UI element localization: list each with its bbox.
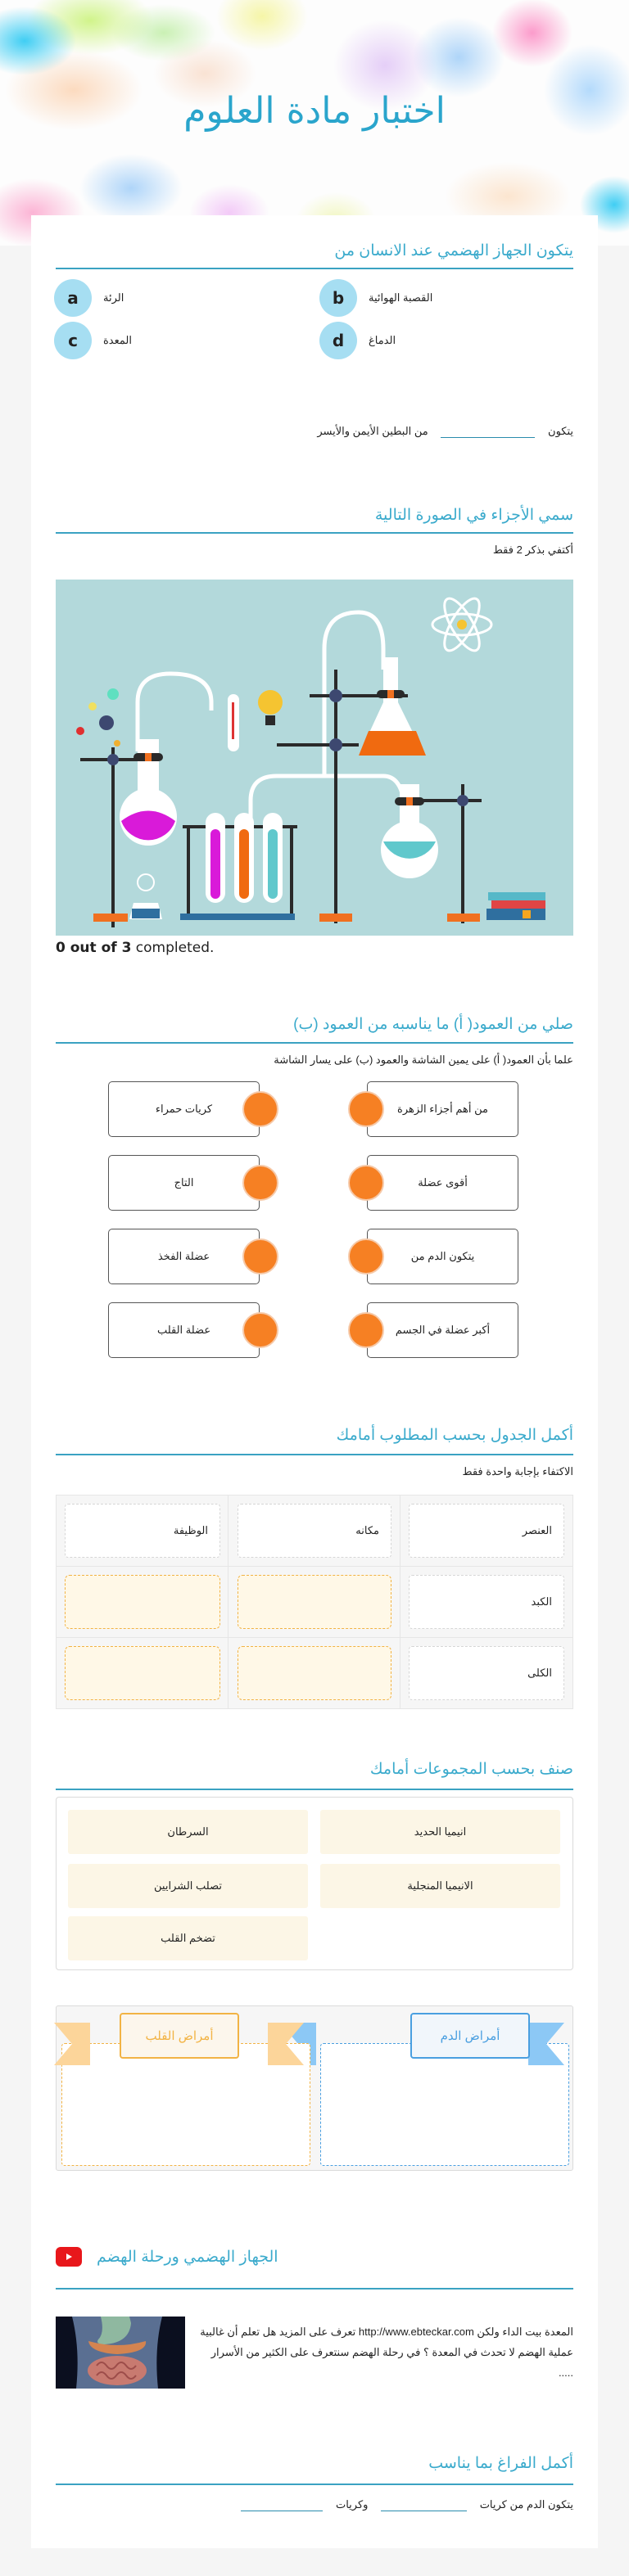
option-c[interactable] xyxy=(54,322,300,359)
drag-item[interactable]: تصلب الشرايين xyxy=(68,1864,308,1908)
option-a[interactable] xyxy=(54,279,300,317)
table-row-divider xyxy=(57,1566,572,1567)
sentence-part-2: وكريات xyxy=(335,2498,369,2511)
question-7-sentence xyxy=(231,2495,573,2511)
match-a-2-connector[interactable] xyxy=(348,1165,384,1201)
completion-suffix: completed. xyxy=(131,940,215,956)
question-3-subtitle: أكتفي بذكر 2 فقط xyxy=(492,544,573,556)
option-letter-d: d xyxy=(319,322,357,359)
page-title: اختبار مادة العلوم xyxy=(183,90,446,132)
match-b-2-connector[interactable] xyxy=(242,1165,278,1201)
match-a-1-connector[interactable] xyxy=(348,1091,384,1127)
question-7-title: أكمل الفراغ بما يناسب xyxy=(428,2455,573,2472)
divider xyxy=(56,1789,573,1790)
sentence-end: من البطين الأيمن والأيسر xyxy=(317,425,428,437)
table-header-location: مكانه xyxy=(238,1504,391,1558)
table-row-divider xyxy=(57,1637,572,1638)
match-b-3[interactable]: عضلة الفخذ xyxy=(108,1229,260,1284)
match-a-3[interactable]: يتكون الدم من xyxy=(367,1229,518,1284)
match-b-1-connector[interactable] xyxy=(242,1091,278,1127)
table-column-divider xyxy=(228,1496,229,1708)
match-a-3-connector[interactable] xyxy=(348,1238,384,1274)
sentence-start: يتكون xyxy=(548,425,573,437)
match-b-1[interactable]: كريات حمراء xyxy=(108,1081,260,1137)
header-banner xyxy=(0,0,629,246)
question-6-title: صنف بحسب المجموعات أمامك xyxy=(369,1761,573,1778)
option-label: المعدة xyxy=(103,334,132,346)
question-1-title: يتكون الجهاز الهضمي عند الانسان من xyxy=(334,242,573,259)
category-groups xyxy=(56,2005,573,2171)
match-a-4-connector[interactable] xyxy=(348,1312,384,1348)
divider xyxy=(56,1454,573,1455)
lab-illustration-icon xyxy=(56,580,573,936)
youtube-icon[interactable] xyxy=(56,2247,82,2267)
drag-item[interactable]: الانيميا المنجلية xyxy=(320,1864,560,1908)
option-letter-b: b xyxy=(319,279,357,317)
video-description: المعدة بيت الداء ولكن http://www.ebteckar.com تعرف على المزيد هل تعلم أن غالبية عملية الهضم لا تحدث في المعدة ؟ في رحلة الهضم سنتعرف على الكثير من الأسرار ..... xyxy=(200,2326,573,2379)
question-4-subtitle: علما بأن العمود( أ) على يمين الشاشة والعمود (ب) على يسار الشاشة xyxy=(274,1053,573,1066)
lab-equipment-image[interactable] xyxy=(56,580,573,936)
group-heart-diseases-label: أمراض القلب xyxy=(120,2013,239,2059)
liver-function-input[interactable] xyxy=(65,1575,220,1629)
match-a-4[interactable]: أكبر عضلة في الجسم xyxy=(367,1302,518,1358)
match-b-4-connector[interactable] xyxy=(242,1312,278,1348)
blank-input-2[interactable] xyxy=(241,2495,323,2511)
digestive-system-thumbnail-icon xyxy=(56,2317,185,2389)
table-header-function: الوظيفة xyxy=(65,1504,220,1558)
completion-count: 0 out of 3 xyxy=(56,940,132,956)
table-header-element: العنصر xyxy=(409,1504,564,1558)
match-a-1[interactable]: من أهم أجزاء الزهرة xyxy=(367,1081,518,1137)
quiz-card xyxy=(31,215,598,2548)
match-b-2[interactable]: التاج xyxy=(108,1155,260,1211)
drag-item[interactable]: تضخم القلب xyxy=(68,1916,308,1960)
divider xyxy=(56,1042,573,1044)
kidneys-location-input[interactable] xyxy=(238,1646,391,1700)
divider xyxy=(56,2288,573,2290)
match-a-2[interactable]: أقوى عضلة xyxy=(367,1155,518,1211)
question-5-title: أكمل الجدول بحسب المطلوب أمامك xyxy=(336,1427,573,1444)
match-b-4[interactable]: عضلة القلب xyxy=(108,1302,260,1358)
completion-status xyxy=(56,940,214,956)
video-thumbnail[interactable] xyxy=(56,2317,185,2389)
option-b[interactable] xyxy=(319,279,565,317)
divider xyxy=(56,532,573,534)
ribbon-right-tail-icon xyxy=(268,2023,304,2065)
video-title[interactable]: الجهاز الهضمي ورحلة الهضم xyxy=(97,2249,278,2266)
option-d[interactable] xyxy=(319,322,565,359)
match-b-3-connector[interactable] xyxy=(242,1238,278,1274)
fill-table xyxy=(56,1495,573,1709)
question-3-title: سمي الأجزاء في الصورة التالية xyxy=(374,507,573,524)
table-row-liver: الكبد xyxy=(409,1575,564,1629)
item-pool xyxy=(56,1797,573,1970)
option-label: الرئة xyxy=(103,291,124,304)
sentence-part-1: يتكون الدم من كريات xyxy=(479,2498,573,2511)
blank-input[interactable] xyxy=(441,422,535,438)
drag-item[interactable]: السرطان xyxy=(68,1810,308,1854)
question-5-subtitle: الاكتفاء بإجابة واحدة فقط xyxy=(462,1465,573,1477)
blank-input-1[interactable] xyxy=(381,2495,467,2511)
divider xyxy=(56,2484,573,2485)
option-label: الدماغ xyxy=(369,334,396,346)
question-4-title: صلي من العمود( أ) ما يناسبه من العمود (ب) xyxy=(293,1016,573,1033)
divider xyxy=(56,268,573,269)
ribbon-right-tail-icon xyxy=(528,2023,564,2065)
kidneys-function-input[interactable] xyxy=(65,1646,220,1700)
option-label: القصبة الهوائية xyxy=(369,291,433,304)
option-letter-c: c xyxy=(54,322,92,359)
drag-item[interactable]: انيميا الحديد xyxy=(320,1810,560,1854)
table-row-kidneys: الكلى xyxy=(409,1646,564,1700)
liver-location-input[interactable] xyxy=(238,1575,391,1629)
question-2-sentence xyxy=(317,422,573,438)
ribbon-left-tail-icon xyxy=(54,2023,90,2065)
option-letter-a: a xyxy=(54,279,92,317)
group-blood-diseases-label: أمراض الدم xyxy=(410,2013,530,2059)
